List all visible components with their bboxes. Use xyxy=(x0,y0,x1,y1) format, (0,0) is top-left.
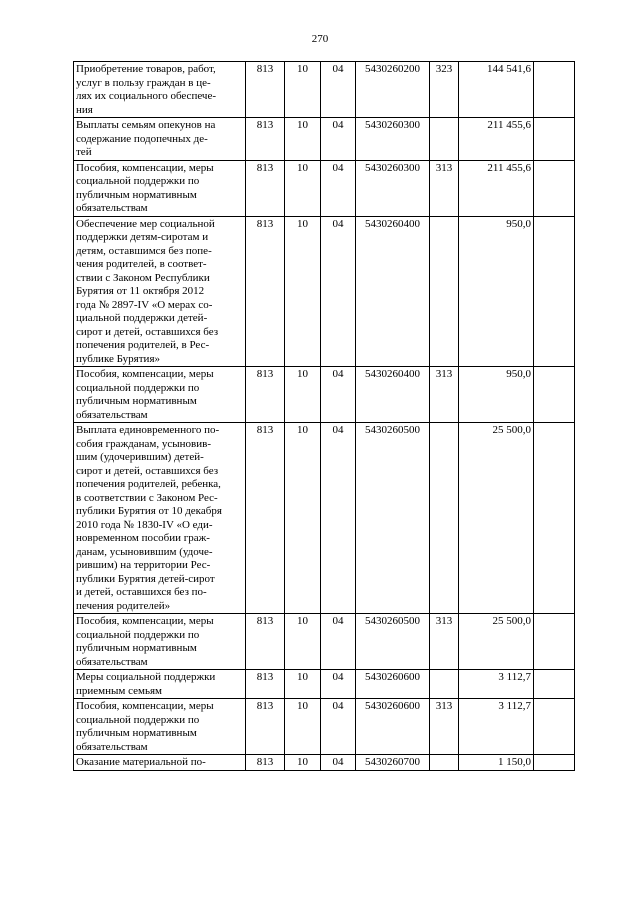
name-line: и детей, оставшихся без по- xyxy=(76,586,207,598)
cell-sum: 3 112,7 xyxy=(459,699,534,755)
cell-vr: 313 xyxy=(430,367,459,423)
cell-target: 5430260500 xyxy=(356,614,430,670)
cell-name xyxy=(74,118,246,161)
cell-target: 5430260300 xyxy=(356,160,430,216)
name-line: рившим) на территории Рес- xyxy=(76,559,211,571)
cell-extra xyxy=(534,423,575,614)
name-line: публики Бурятия от 10 декабря xyxy=(76,505,222,517)
cell-vr xyxy=(430,216,459,367)
name-line: услуг в пользу граждан в це- xyxy=(76,76,211,89)
name-line: Выплаты семьям опекунов на xyxy=(76,119,216,131)
cell-sum: 211 455,6 xyxy=(459,118,534,161)
name-line: лях их социального обеспече- xyxy=(76,90,217,102)
cell-vr xyxy=(430,118,459,161)
cell-ministry: 813 xyxy=(246,216,285,367)
cell-section: 10 xyxy=(285,118,321,161)
name-line: собия гражданам, усыновив- xyxy=(76,437,211,450)
name-line: Бурятия от 11 октября 2012 xyxy=(76,285,205,297)
name-line: Пособия, компенсации, меры xyxy=(76,161,214,174)
cell-ministry: 813 xyxy=(246,62,285,118)
cell-sum: 1 150,0 xyxy=(459,755,534,771)
name-line: социальной поддержки по xyxy=(76,175,200,187)
table-row xyxy=(74,62,575,118)
name-line: шим (удочерившим) детей- xyxy=(76,451,204,463)
name-line: обязательствам xyxy=(76,202,148,214)
cell-extra xyxy=(534,216,575,367)
budget-table xyxy=(73,61,575,771)
cell-name xyxy=(74,423,246,614)
cell-vr: 313 xyxy=(430,614,459,670)
cell-vr xyxy=(430,755,459,771)
cell-sum: 25 500,0 xyxy=(459,423,534,614)
cell-name xyxy=(74,216,246,367)
name-line: Пособия, компенсации, меры xyxy=(76,700,214,712)
cell-vr xyxy=(430,423,459,614)
cell-section: 10 xyxy=(285,367,321,423)
cell-subsection: 04 xyxy=(321,367,356,423)
name-line: Меры социальной поддержки xyxy=(76,671,216,683)
name-line: Приобретение товаров, работ, xyxy=(76,63,216,75)
name-line: социальной поддержки по xyxy=(76,713,200,726)
cell-ministry: 813 xyxy=(246,367,285,423)
cell-name xyxy=(74,62,246,118)
cell-name xyxy=(74,699,246,755)
cell-section: 10 xyxy=(285,670,321,699)
table-row xyxy=(74,699,575,755)
name-line: поддержки детям-сиротам и xyxy=(76,231,209,243)
cell-vr: 313 xyxy=(430,699,459,755)
cell-ministry: 813 xyxy=(246,755,285,771)
cell-extra xyxy=(534,62,575,118)
cell-ministry: 813 xyxy=(246,699,285,755)
name-line: обязательствам xyxy=(76,655,148,668)
name-line: новременном пособии граж- xyxy=(76,532,210,544)
name-line: обязательствам xyxy=(76,740,148,753)
name-line: публичным нормативным xyxy=(76,395,197,407)
name-line: чения родителей, в соответ- xyxy=(76,258,207,270)
name-line: Обеспечение мер социальной xyxy=(76,217,215,230)
name-line: Пособия, компенсации, меры xyxy=(76,368,214,380)
name-line: печения родителей» xyxy=(76,599,171,612)
table-row xyxy=(74,216,575,367)
cell-subsection: 04 xyxy=(321,614,356,670)
name-line: года № 2897-IV «О мерах со- xyxy=(76,298,213,311)
name-line: публике Бурятия» xyxy=(76,352,160,365)
cell-sum: 25 500,0 xyxy=(459,614,534,670)
cell-target: 5430260200 xyxy=(356,62,430,118)
name-line: социальной поддержки по xyxy=(76,381,200,394)
cell-sum: 144 541,6 xyxy=(459,62,534,118)
cell-target: 5430260400 xyxy=(356,367,430,423)
cell-section: 10 xyxy=(285,423,321,614)
cell-subsection: 04 xyxy=(321,118,356,161)
cell-extra xyxy=(534,614,575,670)
cell-name xyxy=(74,367,246,423)
cell-subsection: 04 xyxy=(321,423,356,614)
name-line: данам, усыновившим (удоче- xyxy=(76,545,213,558)
page-number: 270 xyxy=(311,33,329,45)
cell-ministry: 813 xyxy=(246,670,285,699)
name-line: содержание подопечных де- xyxy=(76,132,208,145)
name-line: 2010 года № 1830-IV «О еди- xyxy=(76,518,213,531)
cell-target: 5430260500 xyxy=(356,423,430,614)
table-row xyxy=(74,670,575,699)
cell-extra xyxy=(534,755,575,771)
cell-section: 10 xyxy=(285,614,321,670)
cell-ministry: 813 xyxy=(246,160,285,216)
cell-target: 5430260600 xyxy=(356,670,430,699)
name-line: сирот и детей, оставшихся без xyxy=(76,464,219,477)
cell-sum: 211 455,6 xyxy=(459,160,534,216)
cell-extra xyxy=(534,699,575,755)
cell-ministry: 813 xyxy=(246,423,285,614)
cell-extra xyxy=(534,118,575,161)
cell-target: 5430260700 xyxy=(356,755,430,771)
cell-name xyxy=(74,755,246,771)
cell-subsection: 04 xyxy=(321,62,356,118)
cell-name xyxy=(74,160,246,216)
cell-target: 5430260300 xyxy=(356,118,430,161)
name-line: социальной поддержки по xyxy=(76,628,200,641)
cell-ministry: 813 xyxy=(246,614,285,670)
name-line: ния xyxy=(76,103,93,116)
name-line: публичным нормативным xyxy=(76,188,197,201)
cell-subsection: 04 xyxy=(321,699,356,755)
cell-sum: 950,0 xyxy=(459,367,534,423)
name-line: приемным семьям xyxy=(76,684,163,697)
name-line: ствии с Законом Республики xyxy=(76,271,210,284)
table-row xyxy=(74,367,575,423)
name-line: Пособия, компенсации, меры xyxy=(76,615,214,627)
cell-section: 10 xyxy=(285,699,321,755)
cell-subsection: 04 xyxy=(321,160,356,216)
name-line: попечения родителей, ребенка, xyxy=(76,478,221,490)
cell-section: 10 xyxy=(285,755,321,771)
cell-section: 10 xyxy=(285,62,321,118)
name-line: в соответствии с Законом Рес- xyxy=(76,491,218,504)
cell-name xyxy=(74,614,246,670)
name-line: сирот и детей, оставшихся без xyxy=(76,325,219,338)
name-line: детям, оставшимся без попе- xyxy=(76,244,212,257)
cell-name xyxy=(74,670,246,699)
name-line: циальной поддержки детей- xyxy=(76,312,208,324)
cell-section: 10 xyxy=(285,160,321,216)
table-row xyxy=(74,423,575,614)
cell-vr xyxy=(430,670,459,699)
table-row xyxy=(74,614,575,670)
cell-subsection: 04 xyxy=(321,216,356,367)
name-line: попечения родителей, в Рес- xyxy=(76,339,210,351)
cell-sum: 3 112,7 xyxy=(459,670,534,699)
cell-vr: 323 xyxy=(430,62,459,118)
cell-target: 5430260400 xyxy=(356,216,430,367)
cell-target: 5430260600 xyxy=(356,699,430,755)
name-line: обязательствам xyxy=(76,408,148,421)
cell-sum: 950,0 xyxy=(459,216,534,367)
name-line: публики Бурятия детей-сирот xyxy=(76,572,215,585)
name-line: публичным нормативным xyxy=(76,727,197,739)
table-row xyxy=(74,160,575,216)
cell-extra xyxy=(534,367,575,423)
cell-subsection: 04 xyxy=(321,755,356,771)
cell-subsection: 04 xyxy=(321,670,356,699)
name-line: Оказание материальной по- xyxy=(76,756,206,768)
name-line: Выплата единовременного по- xyxy=(76,424,220,436)
cell-extra xyxy=(534,670,575,699)
name-line: тей xyxy=(76,146,92,158)
cell-ministry: 813 xyxy=(246,118,285,161)
name-line: публичным нормативным xyxy=(76,642,197,654)
cell-extra xyxy=(534,160,575,216)
table-row xyxy=(74,118,575,161)
table-row xyxy=(74,755,575,771)
cell-section: 10 xyxy=(285,216,321,367)
cell-vr: 313 xyxy=(430,160,459,216)
